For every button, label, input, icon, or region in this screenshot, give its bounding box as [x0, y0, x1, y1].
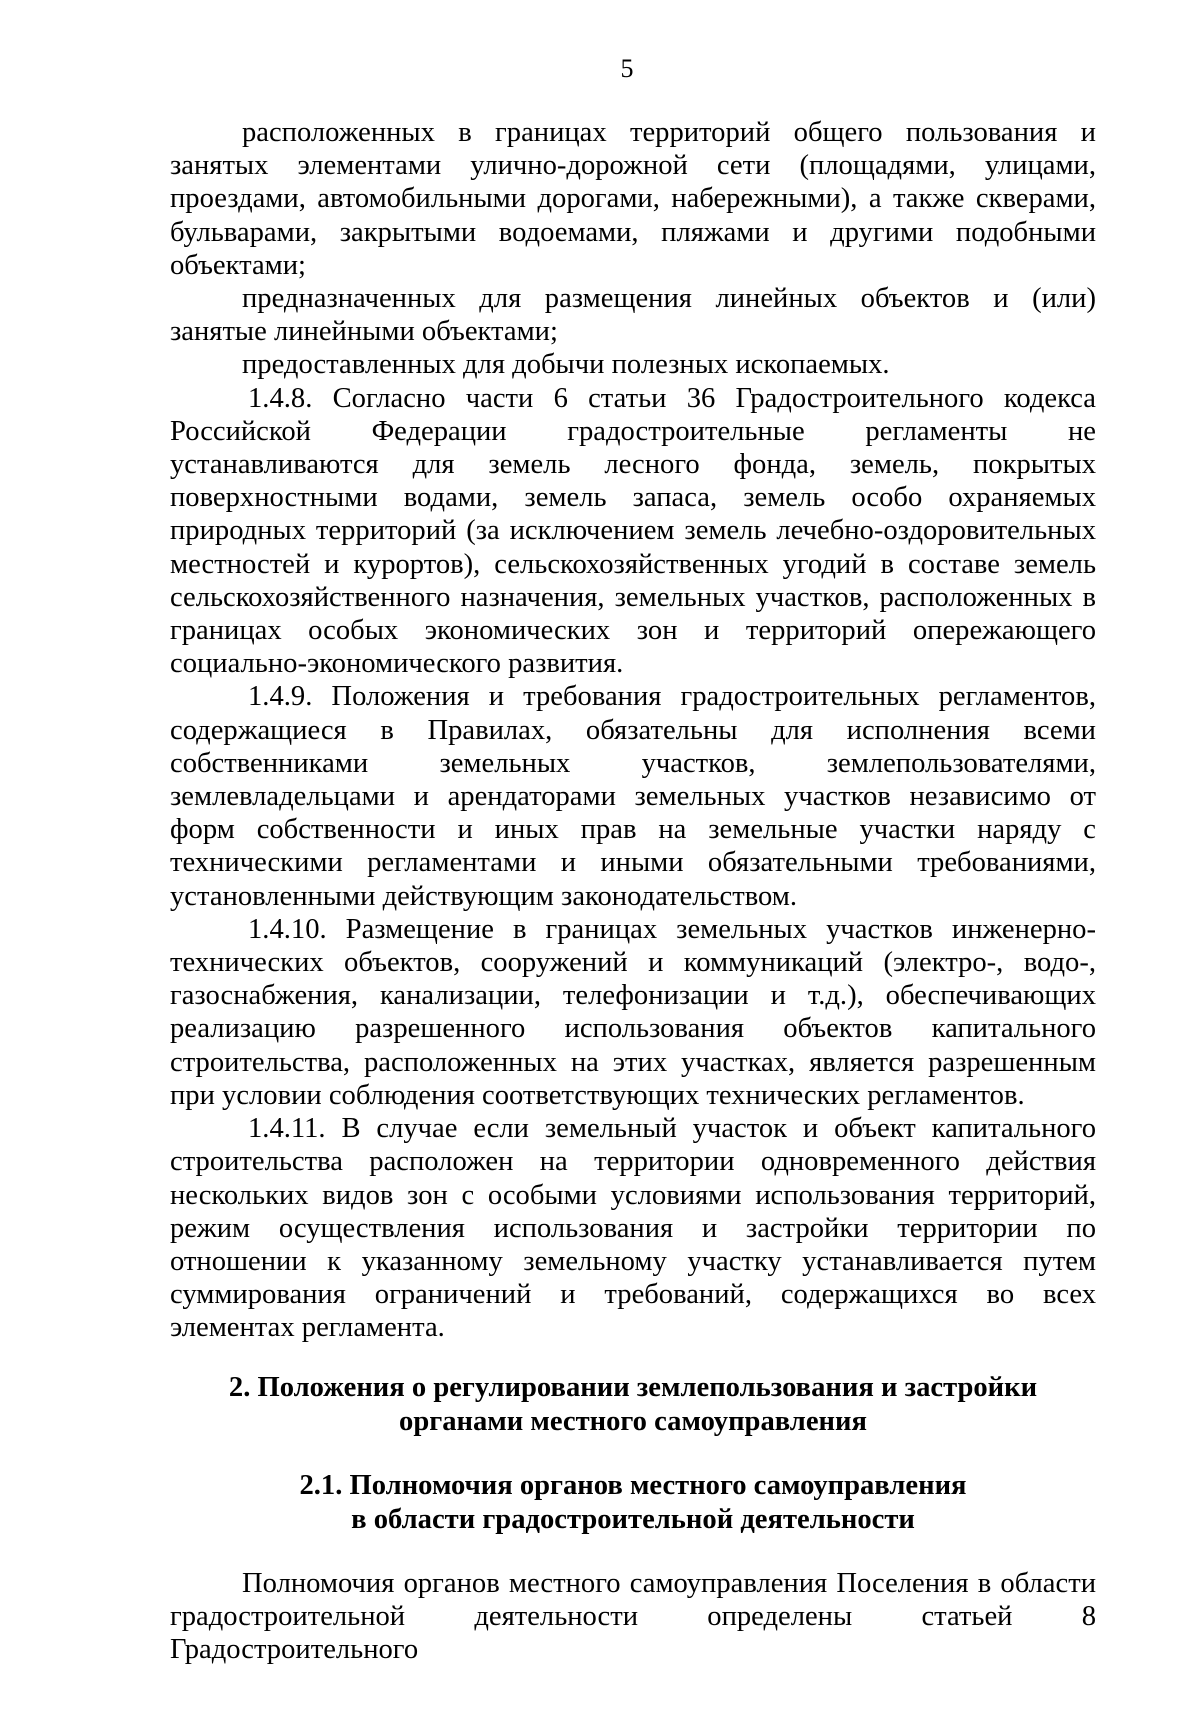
clause-1-4-10: 1.4.10. Размещение в границах земельных участков инженерно-технических объектов, сооружений и коммуникаций (электро-, водо-, газоснабжения, канализации, телефонизации и т.д.), обеспечивающих реализацию разрешенного использования объектов капитального строительства, расположенных на этих участках, является разрешенным при условии соблюдения соответствующих технических регламентов. [170, 913, 1096, 1111]
subsection-heading-line-1: 2.1. Полномочия органов местного самоуправления [299, 1469, 967, 1501]
section-heading-line-1: 2. Положения о регулировании землепользования и застройки [228, 1371, 1038, 1403]
paragraph-linear-objects: предназначенных для размещения линейных объектов и (или) занятые линейными объектами; [170, 283, 1096, 348]
clause-1-4-11: 1.4.11. В случае если земельный участок и объект капитального строительства расположен на территории одновременного действия нескольких видов зон с особыми условиями использования территорий, режим осуществления использования и застройки территории по отношении к указанному земельному участку устанавливается путем суммирования ограничений и требований, содержащихся во всех элементах регламента. [170, 1113, 1096, 1344]
paragraph-mineral-extraction: предоставленных для добычи полезных ископаемых. [242, 349, 890, 381]
section-heading [170, 1371, 1096, 1439]
document-body [170, 116, 1096, 1666]
clause-1-4-9: 1.4.9. Положения и требования градостроительных регламентов, содержащиеся в Правилах, обязательны для исполнения всеми собственниками земельных участков, землепользователями, землевладельцами и арендаторами земельных участков независимо от форм собственности и иных прав на земельные участки наряду с техническими регламентами и иными обязательными требованиями, установленными действующим законодательством. [170, 681, 1096, 912]
section-heading-line-2: органами местного самоуправления [399, 1405, 867, 1437]
clause-1-4-8: 1.4.8. Согласно части 6 статьи 36 Градостроительного кодекса Российской Федерации градостроительные регламенты не устанавливаются для земель лесного фонда, земель, покрытых поверхностными водами, земель запаса, земель особо охраняемых природных территорий (за исключением земель лечебно-оздоровительных местностей и курортов), сельскохозяйственных угодий в составе земель сельскохозяйственного назначения, земельных участков, расположенных в границах особых экономических зон и территорий опережающего социально-экономического развития. [170, 382, 1096, 680]
paragraph-public-use-lands: расположенных в границах территорий общего пользования и занятых элементами улично-дорожной сети (площадями, улицами, проездами, автомобильными дорогами, набережными), а также скверами, бульварами, закрытыми водоемами, пляжами и другими подобными объектами; [170, 117, 1096, 281]
closing-paragraph: Полномочия органов местного самоуправления Поселения в области градостроительной деятельности определены статьей 8 Градостроительного [170, 1567, 1096, 1665]
subsection-heading-line-2: в области градостроительной деятельности [351, 1503, 915, 1535]
subsection-heading [170, 1469, 1096, 1537]
page-number: 5 [620, 54, 634, 83]
